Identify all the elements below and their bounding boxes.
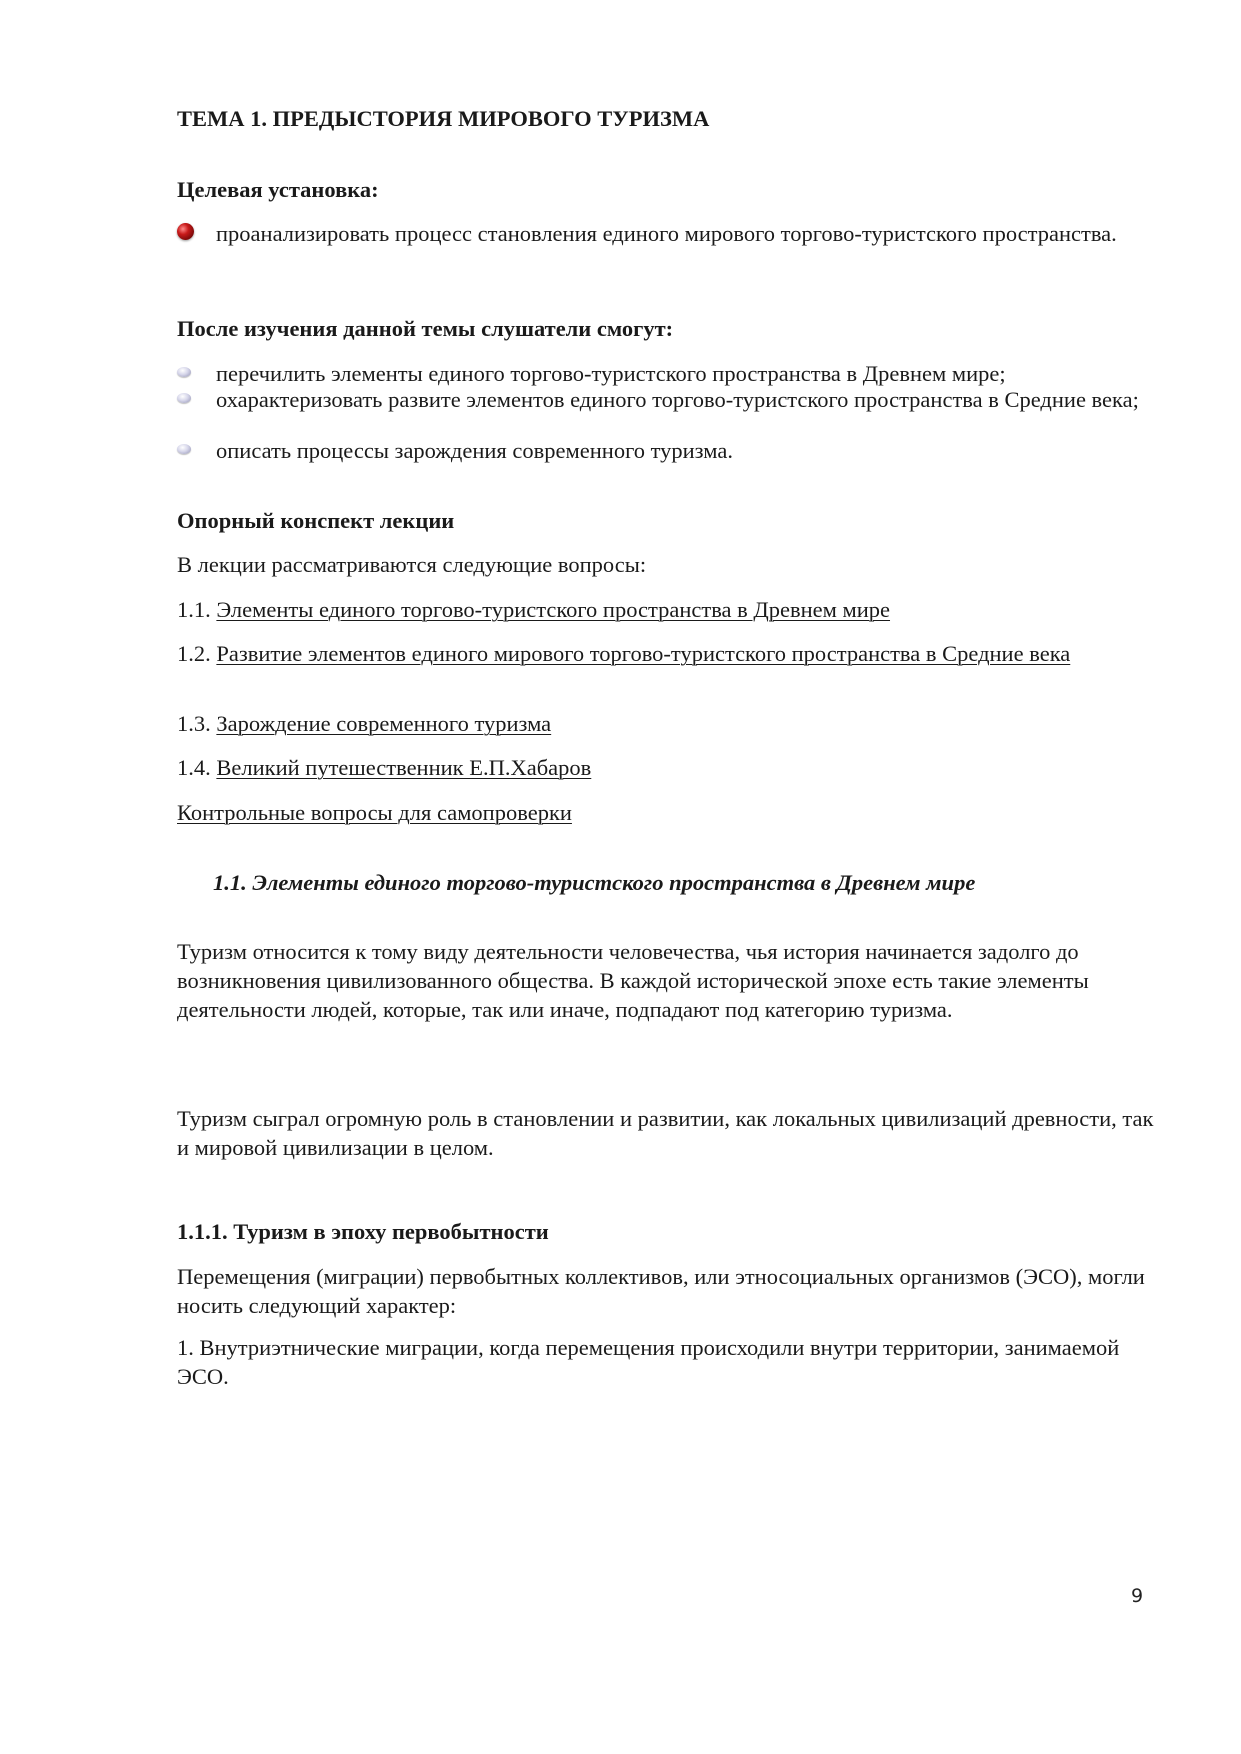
toc-link-1-1[interactable]: Элементы единого торгово-туристского пространства в Древнем мире xyxy=(216,597,891,622)
toc-item-number: 1.3. xyxy=(177,711,217,736)
section-1-1-1-paragraph: Перемещения (миграции) первобытных коллективов, или этносоциальных организмов (ЭСО), могли носить следующий характер: xyxy=(177,1264,1145,1318)
goal-heading: Целевая установка: xyxy=(177,177,379,202)
toc-item-number: 1.2. xyxy=(177,641,217,666)
outcome-item xyxy=(177,385,1167,414)
summary-intro: В лекции рассматриваются следующие вопросы: xyxy=(177,552,647,577)
page-title: ТЕМА 1. ПРЕДЫСТОРИЯ МИРОВОГО ТУРИЗМА xyxy=(177,106,710,131)
toc-item xyxy=(177,709,1167,738)
outcomes-heading: После изучения данной темы слушатели смогут: xyxy=(177,316,674,341)
goal-item xyxy=(177,219,1167,248)
page-number: 9 xyxy=(1131,1585,1144,1607)
section-1-1-1-heading: 1.1.1. Туризм в эпоху первобытности xyxy=(177,1219,549,1244)
toc-item-number: 1.4. xyxy=(177,755,217,780)
goal-item-text: проанализировать процесс становления единого мирового торгово-туристского пространства. xyxy=(216,221,1117,246)
toc-link-1-4[interactable]: Великий путешественник Е.П.Хабаров xyxy=(216,755,592,780)
toc-item-number: 1.1. xyxy=(177,597,217,622)
red-ball-bullet-icon xyxy=(177,223,194,240)
outcome-item xyxy=(177,436,1167,465)
section-1-1-1-paragraph: 1. Внутриэтнические миграции, когда перемещения происходили внутри территории, занимаемой ЭСО. xyxy=(177,1335,1120,1389)
toc-link-1-2[interactable]: Развитие элементов единого мирового торгово-туристского пространства в Средние века xyxy=(216,641,1071,666)
toc-item xyxy=(177,595,1167,624)
section-1-1-paragraph: Туризм относится к тому виду деятельности человечества, чья история начинается задолго до возникновения цивилизованного общества. В каждой исторической эпохе есть такие элементы деятельности людей, которые, так или иначе, подпадают под категорию туризма. xyxy=(177,939,1089,1022)
toc-item xyxy=(177,753,1167,782)
grey-ball-bullet-icon xyxy=(177,367,191,377)
control-questions-link[interactable]: Контрольные вопросы для самопроверки xyxy=(177,800,572,825)
document-page xyxy=(177,0,1167,1754)
grey-ball-bullet-icon xyxy=(177,444,191,454)
section-1-1-paragraph: Туризм сыграл огромную роль в становлении и развитии, как локальных цивилизаций древности, так и мировой цивилизации в целом. xyxy=(177,1106,1154,1160)
toc-item xyxy=(177,639,1167,668)
section-1-1-heading: 1.1. Элементы единого торгово-туристского пространства в Древнем мире xyxy=(213,870,976,895)
toc-link-1-3[interactable]: Зарождение современного туризма xyxy=(216,711,552,736)
toc-control-questions xyxy=(177,798,1167,827)
grey-ball-bullet-icon xyxy=(177,393,191,403)
outcome-item-text: охарактеризовать развите элементов единого торгово-туристского пространства в Средние века; xyxy=(216,387,1139,412)
outcome-item xyxy=(177,359,1167,388)
outcome-item-text: перечилить элементы единого торгово-туристского пространства в Древнем мире; xyxy=(216,361,1006,386)
summary-heading: Опорный конспект лекции xyxy=(177,508,455,533)
outcome-item-text: описать процессы зарождения современного туризма. xyxy=(216,438,733,463)
